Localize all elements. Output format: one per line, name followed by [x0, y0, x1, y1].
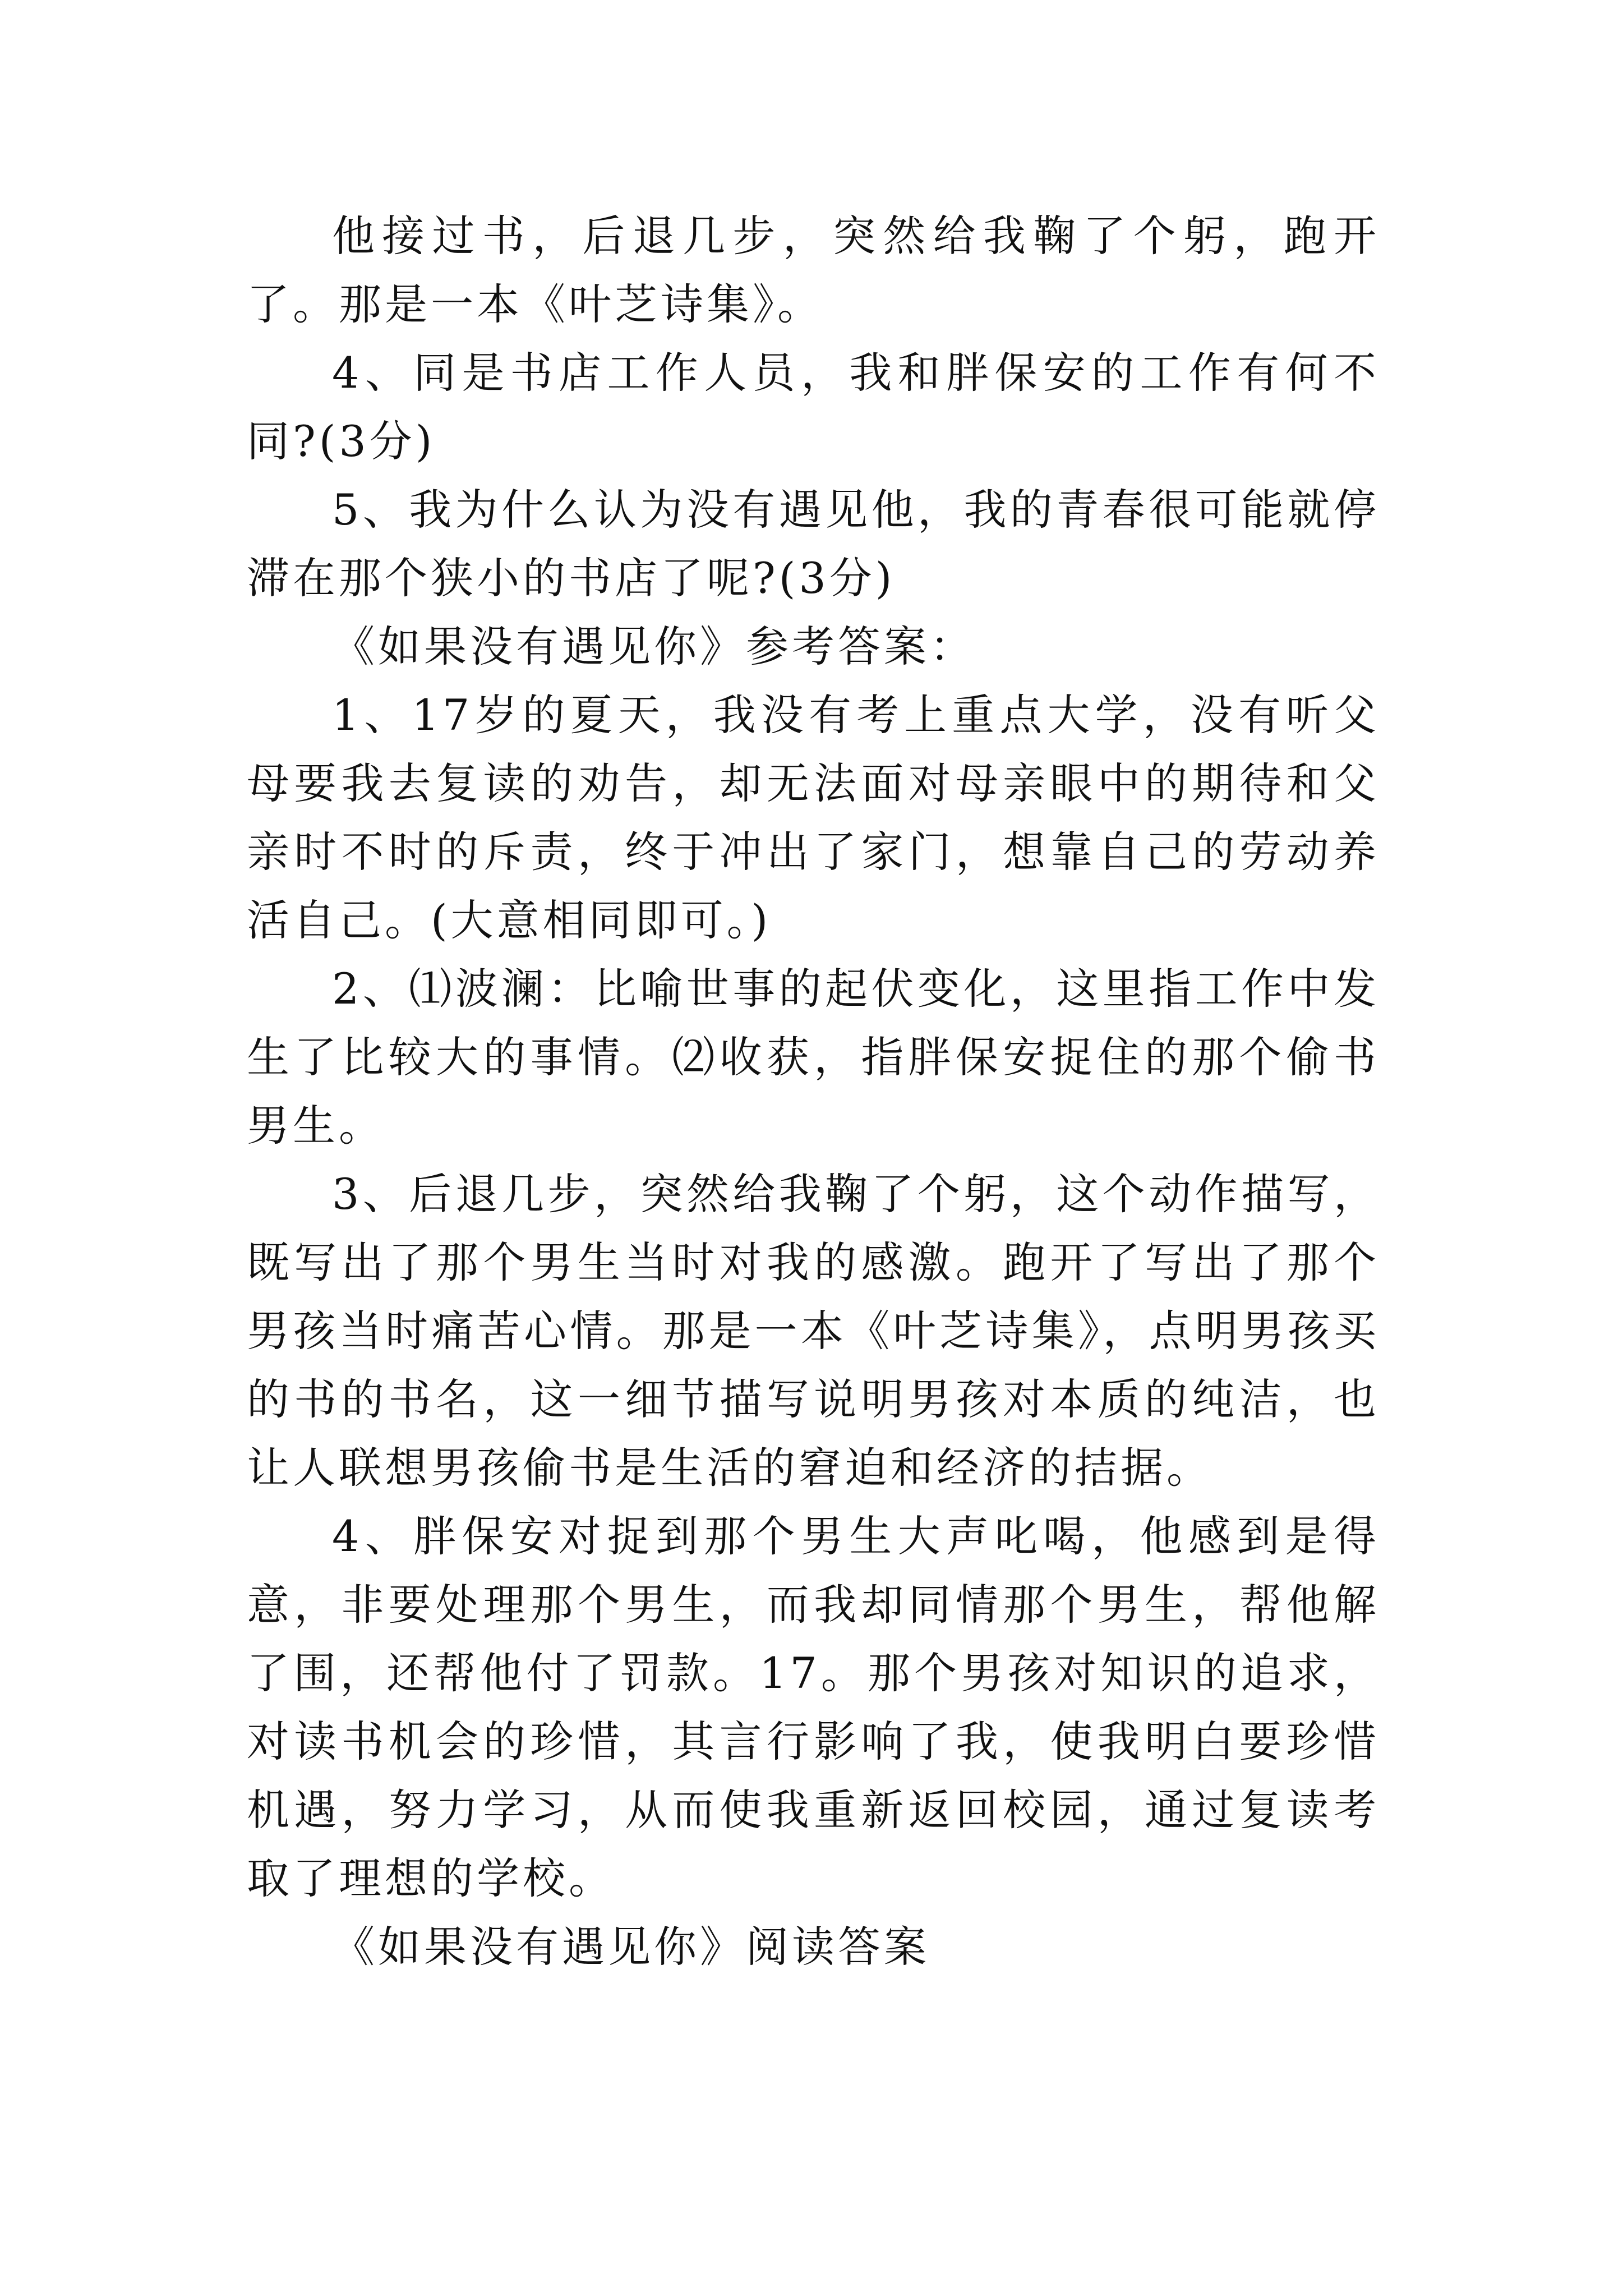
- reading-answers-title: 《如果没有遇见你》阅读答案: [332, 1922, 930, 1972]
- paragraph-answer-2: 2、⑴波澜：比喻世事的起伏变化，这里指工作中发生了比较大的事情。⑵收获，指胖保安捉住的那个偷书男生。: [247, 964, 1380, 1151]
- paragraph-answer-4: 4、胖保安对捉到那个男生大声叱喝，他感到是得意，非要处理那个男生，而我却同情那个男生，帮他解了围，还帮他付了罚款。17。那个男孩对知识的追求，对读书机会的珍惜，其言行影响了我，使我明白要珍惜机遇，努力学习，从而使我重新返回校园，通过复读考取了理想的学校。: [247, 1511, 1380, 1903]
- document-body: [247, 202, 1380, 1981]
- paragraph-question-4: 4、同是书店工作人员，我和胖保安的工作有何不同?(3分): [247, 348, 1380, 466]
- answers-heading: 《如果没有遇见你》参考答案：: [332, 622, 976, 671]
- paragraph-story-end: 他接过书，后退几步，突然给我鞠了个躬，跑开了。那是一本《叶芝诗集》。: [247, 211, 1380, 329]
- paragraph-question-5: 5、我为什么认为没有遇见他，我的青春很可能就停滞在那个狭小的书店了呢?(3分): [247, 485, 1380, 603]
- paragraph-answer-1: 1、17岁的夏天，我没有考上重点大学，没有听父母要我去复读的劝告，却无法面对母亲眼中的期待和父亲时不时的斥责，终于冲出了家门，想靠自己的劳动养活自己。(大意相同即可。): [247, 690, 1380, 945]
- paragraph-answer-3: 3、后退几步，突然给我鞠了个躬，这个动作描写，既写出了那个男生当时对我的感激。跑开了写出了那个男孩当时痛苦心情。那是一本《叶芝诗集》，点明男孩买的书的书名，这一细节描写说明男孩对本质的纯洁，也让人联想男孩偷书是生活的窘迫和经济的拮据。: [247, 1169, 1380, 1493]
